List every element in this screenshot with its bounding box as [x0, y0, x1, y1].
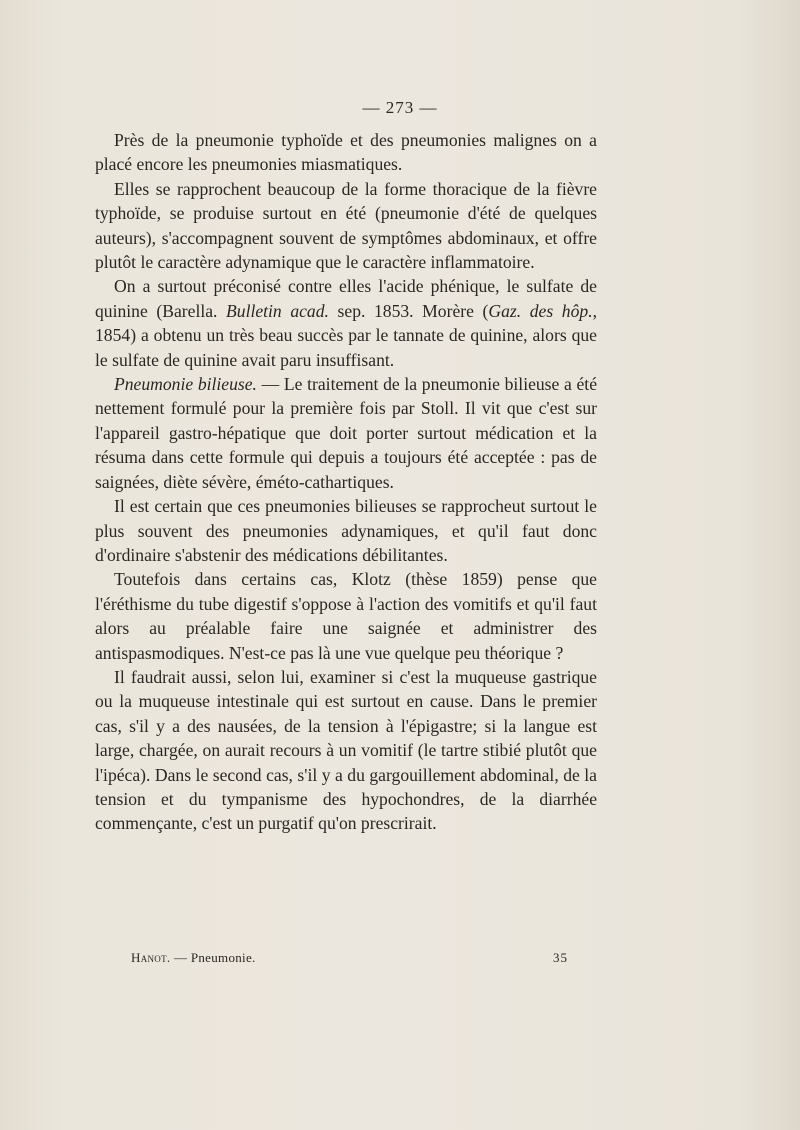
paragraph-4	[95, 372, 597, 494]
paragraph-6: Toutefois dans certains cas, Klotz (thèse 1859) pense que l'éréthisme du tube digestif s'oppose à l'action des vomitifs et qu'il faut alors au préalable faire une saignée et administrer des antispasmodiques. N'est-ce pas là une vue quelque peu théorique ?	[95, 569, 597, 663]
footer-running-title	[131, 950, 256, 966]
paragraph-3-text-b: sep. 1853. Morère (	[328, 300, 489, 321]
paragraph-2: Elles se rapprochent beaucoup de la forme thoracique de la fièvre typhoïde, se produise surtout en été (pneumonie d'été de quelques auteurs), s'accompagnent souvent de symptômes abdominaux, et offre plutôt le caractère adynamique que le caractère inflammatoire.	[95, 178, 597, 273]
paragraph-3-text-c: , 1854) a obtenu un très beau succès par le tannate de quinine, alors que le sulfate de quinine avait paru insuffisant.	[95, 300, 597, 370]
paragraph-5: Il est certain que ces pneumonies bilieuses se rapprocheut surtout le plus souvent des pneumonies adynamiques, et qu'il faut donc d'ordinaire s'abstenir des médications débilitantes.	[95, 496, 597, 565]
paragraph-7: Il faudrait aussi, selon lui, examiner si c'est la muqueuse gastrique ou la muqueuse intestinale qui est surtout en cause. Dans le premier cas, s'il y a des nausées, de la tension à l'épigastre; si la langue est large, chargée, on aurait recours à un vomitif (le tartre stibié plutôt que l'ipéca). Dans le second cas, s'il y a du gargouillement abdominal, de la tension et du tympanisme des hypochondres, de la diarrhée commençante, c'est un purgatif qu'on prescrirait.	[95, 666, 597, 834]
footer-author: Hanot.	[131, 950, 171, 965]
body-text	[95, 128, 597, 836]
page-number: — 273 —	[362, 98, 438, 117]
paragraph-3	[95, 274, 597, 372]
footer-title: — Pneumonie.	[170, 950, 256, 965]
paragraph-3-text-a: On a surtout préconisé contre elles l'acide phénique, le sulfate de quinine (Barella.	[95, 276, 597, 321]
citation-bulletin: Bulletin acad.	[226, 300, 329, 321]
paragraph-4-text: — Le traitement de la pneumonie bilieuse a été nettement formulé pour la première fois par Stoll. Il vit que c'est sur l'appareil gastro-hépatique que doit porter surtout médication et la résuma dans cette formule qui depuis a toujours été acceptée : pas de saignées, diète sévère, éméto-cathartiques.	[95, 374, 597, 492]
paragraph-1: Près de la pneumonie typhoïde et des pneumonies malignes on a placé encore les pneumonies miasmatiques.	[95, 130, 597, 175]
citation-gazette: Gaz. des hôp.	[488, 300, 593, 321]
section-heading: Pneumonie bilieuse.	[114, 374, 257, 395]
page-footer	[131, 950, 568, 966]
footer-signature: 35	[553, 950, 568, 965]
